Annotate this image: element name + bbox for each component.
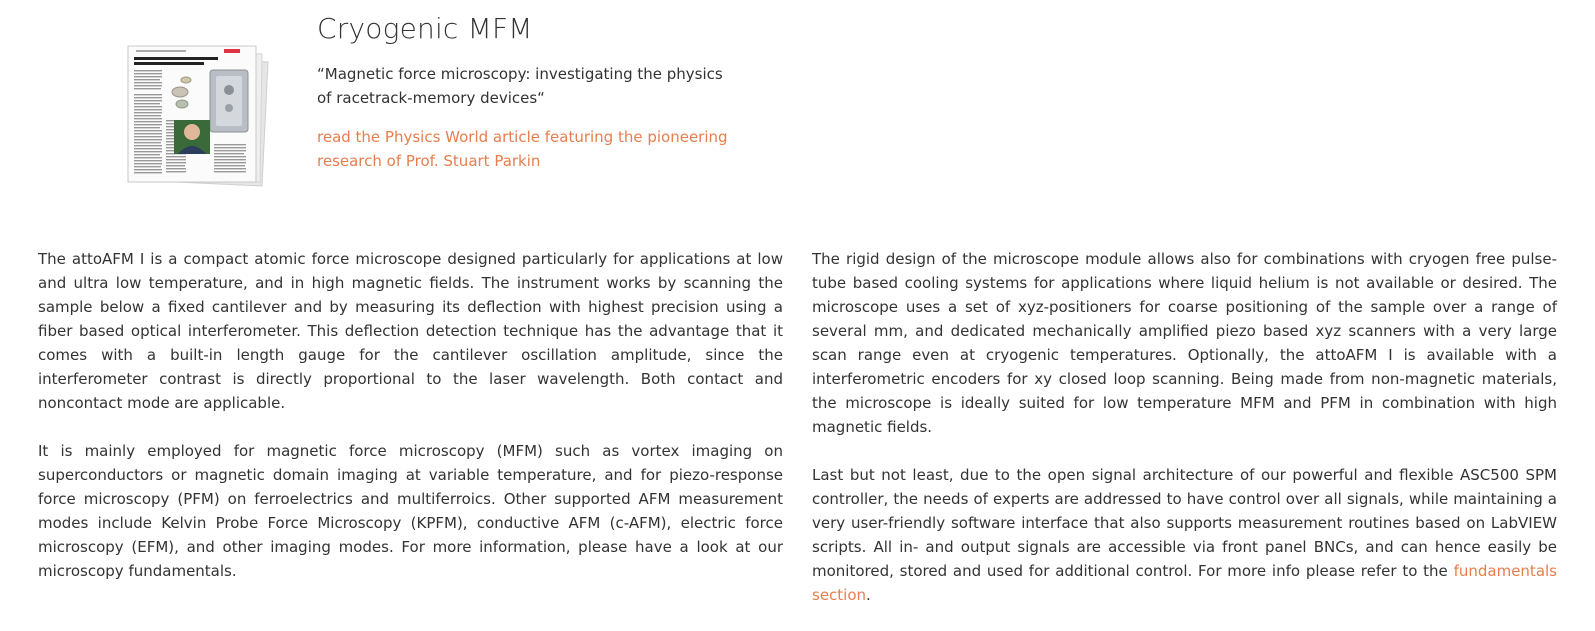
article-quote: “Magnetic force microscopy: investigating the physics of racetrack-memory devices“ — [317, 65, 723, 107]
right-text-column — [812, 247, 1557, 631]
page-title: Cryogenic MFM — [317, 12, 533, 45]
physics-world-article-link[interactable]: read the Physics World article featuring the pioneering research of Prof. Stuart Parkin — [317, 128, 728, 170]
right-paragraph-2-end: . — [866, 586, 871, 604]
right-paragraph-1: The rigid design of the microscope module allows also for combinations with cryogen free pulse-tube based cooling systems for applications where liquid helium is not available or desired. The microscope uses a set of xyz-positioners for coarse positioning of the sample over a range of several mm, and dedicated mechanically amplified piezo based xyz scanners with a very large scan range even at cryogenic temperatures. Optionally, the attoAFM I is available with a interferometric encoders for xy closed loop scanning. Being made from non-magnetic materials, the microscope is ideally suited for low temperature MFM and PFM in combination with high magnetic fields. — [812, 250, 1557, 436]
right-paragraph-2-text: Last but not least, due to the open signal architecture of our powerful and flexible ASC500 SPM controller, the needs of experts are addressed to have control over all signals, while maintaining a very user-friendly software interface that also supports measurement routines based on LabVIEW scripts. All in- and output signals are accessible via front panel BNCs, and can hence easily be monitored, stored and used for additional control. For more info please refer to the — [812, 466, 1557, 580]
fundamentals-section-link[interactable]: fundamentals section — [812, 562, 1557, 604]
right-paragraph-2 — [812, 463, 1557, 607]
article-thumbnail[interactable] — [124, 40, 272, 190]
left-text-column — [38, 247, 783, 607]
left-paragraph-1: The attoAFM I is a compact atomic force microscope designed particularly for applications at low and ultra low temperature, and in high magnetic fields. The instrument works by scanning the sample below a fixed cantilever and by measuring its deflection with highest precision using a fiber based optical interferometer. This deflection detection technique has the advantage that it comes with a built-in length gauge for the cantilever oscillation amplitude, since the interferometer contrast is directly proportional to the laser wavelength. Both contact and noncontact mode are applicable. — [38, 250, 783, 412]
left-paragraph-2: It is mainly employed for magnetic force microscopy (MFM) such as vortex imaging on superconductors or magnetic domain imaging at variable temperature, and for piezo-response force microscopy (PFM) on ferroelectrics and multiferroics. Other supported AFM measurement modes include Kelvin Probe Force Microscopy (KPFM), conductive AFM (c-AFM), electric force microscopy (EFM), and other imaging modes. For more information, please have a look at our microscopy fundamentals. — [38, 442, 783, 580]
magazine-page-image — [124, 40, 272, 190]
